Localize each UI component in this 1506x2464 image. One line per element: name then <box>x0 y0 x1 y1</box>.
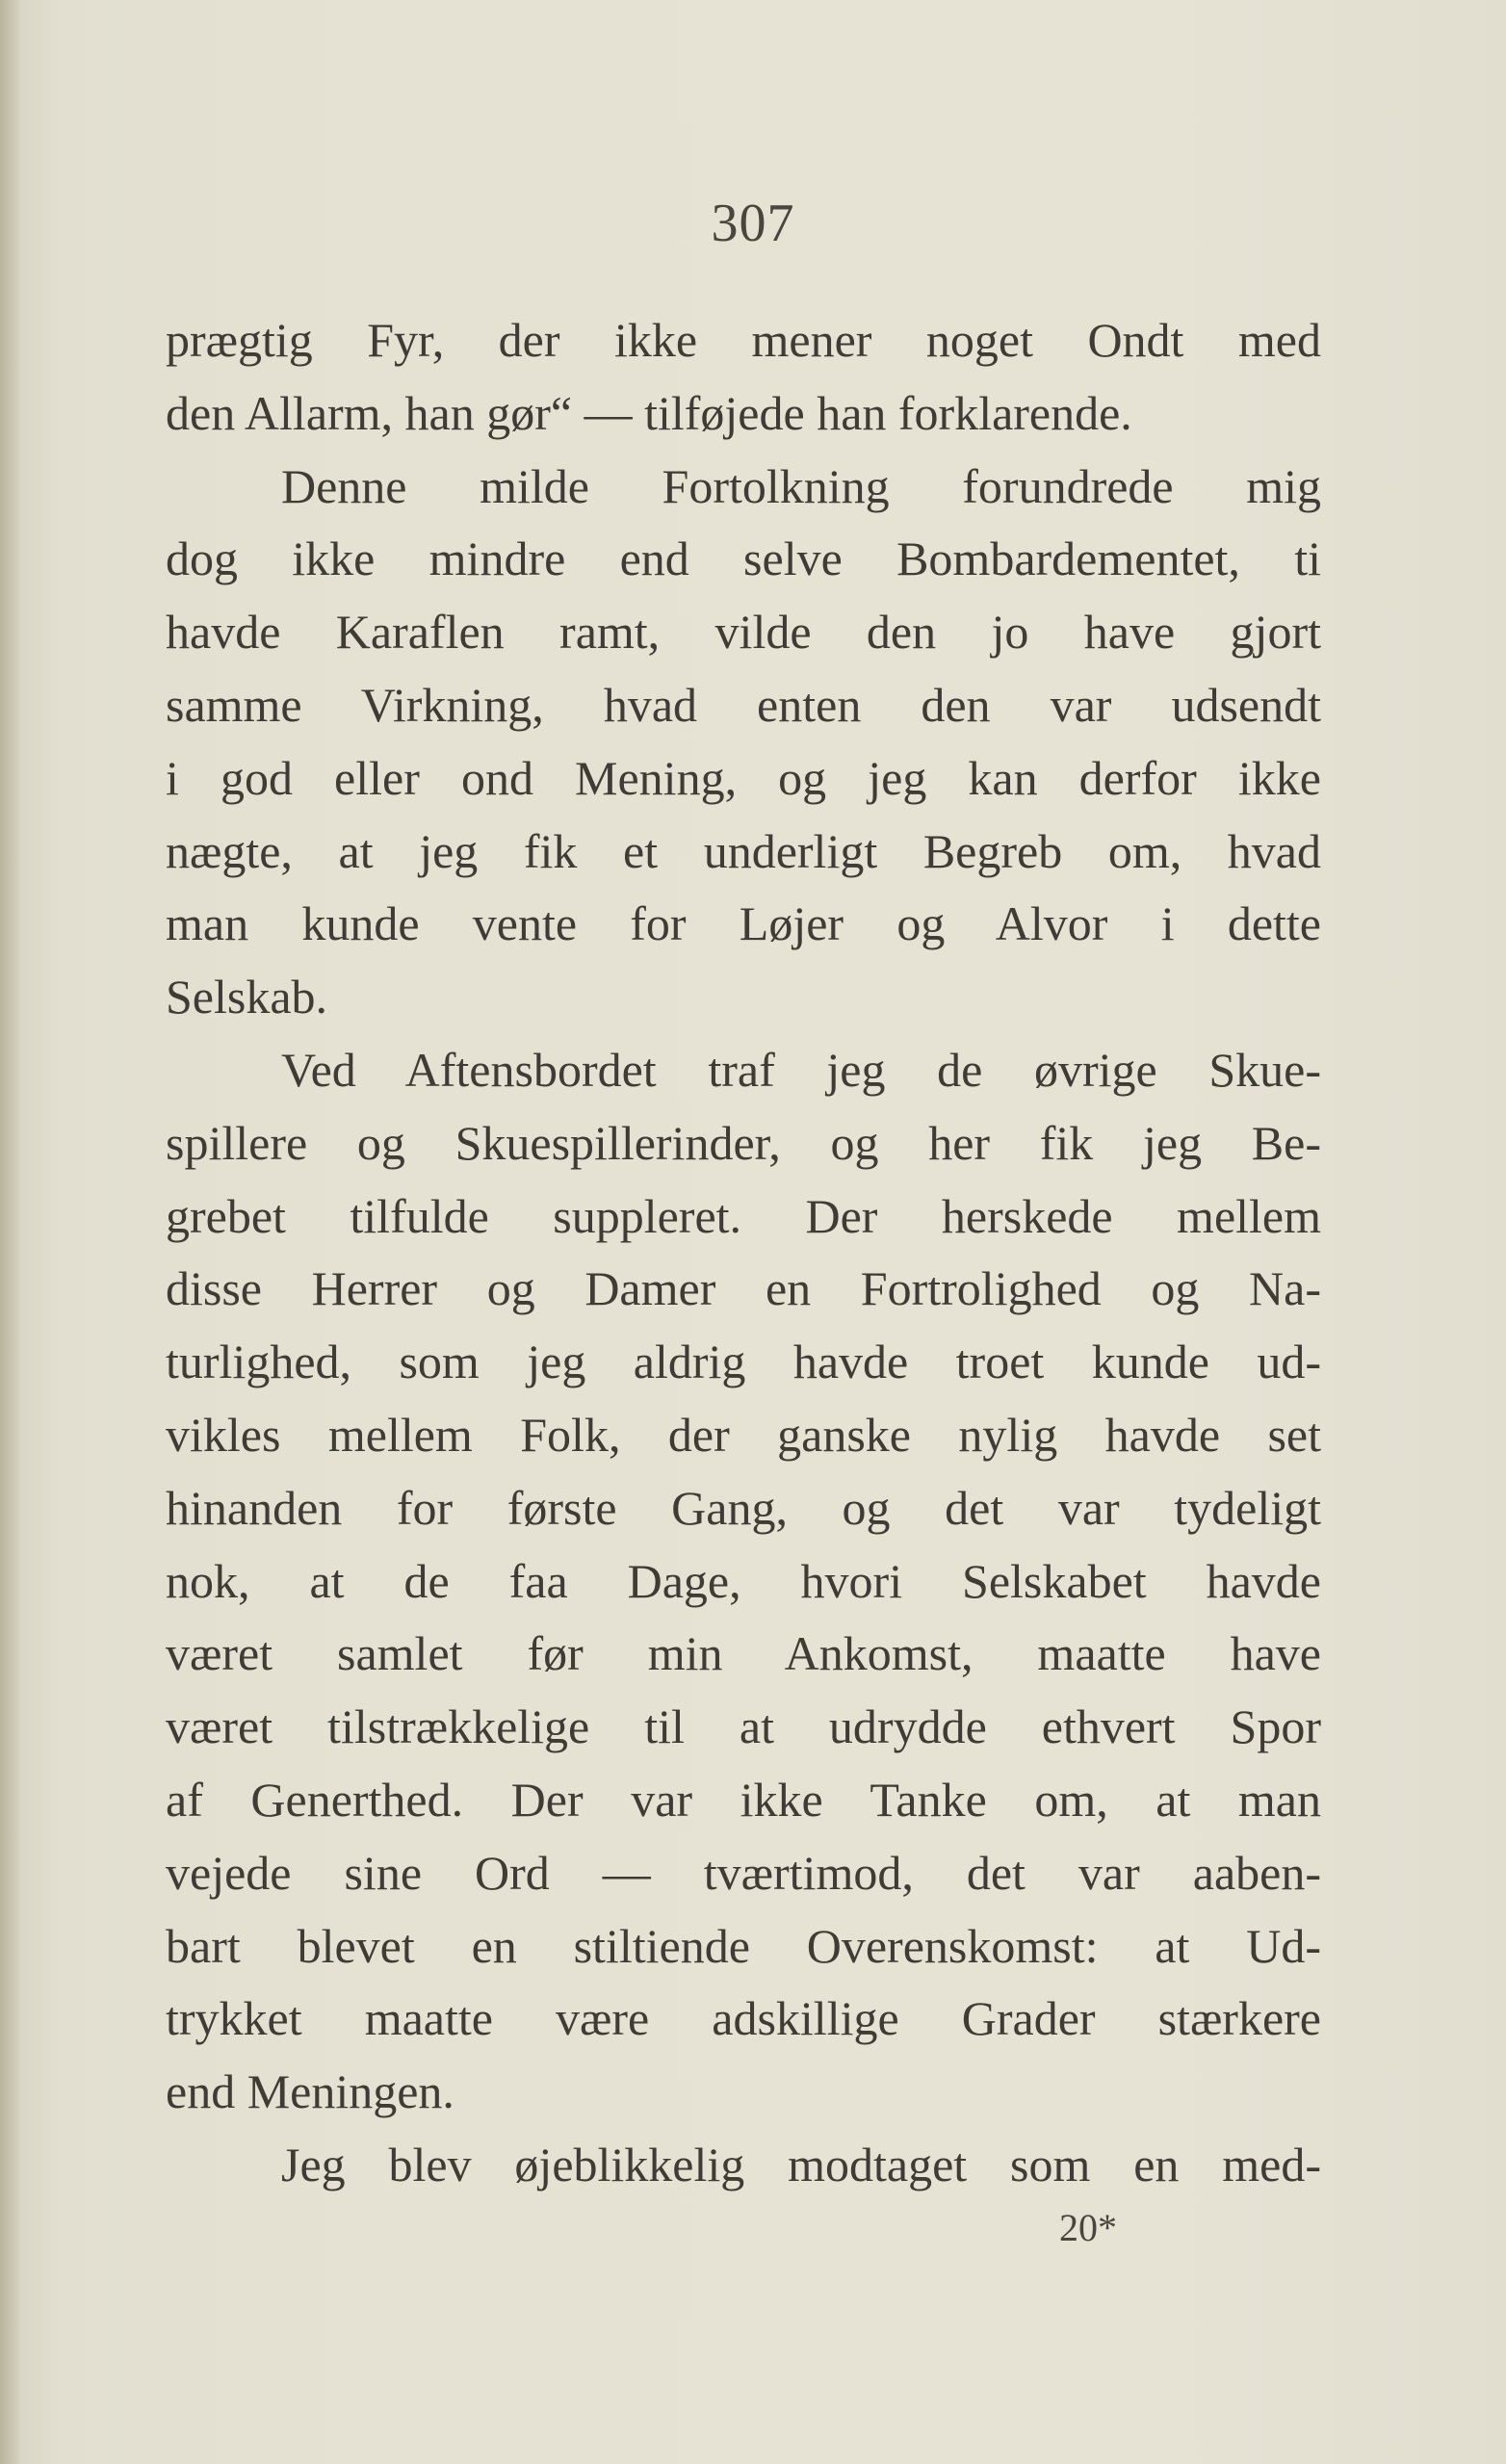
text-line: Jeg blev øjeblikkelig modtaget som en med- <box>281 2137 1321 2192</box>
text-line: vikles mellem Folk, der ganske nylig havde set <box>166 1407 1321 1462</box>
text-line: spillere og Skuespillerinder, og her fik jeg Be- <box>166 1115 1321 1170</box>
text-line: nok, at de faa Dage, hvori Selskabet havde <box>166 1553 1321 1608</box>
binding-edge <box>0 0 21 2464</box>
text-line: samme Virkning, hvad enten den var udsendt <box>166 677 1321 732</box>
text-line: hinanden for første Gang, og det var tydeligt <box>166 1480 1321 1535</box>
text-line: havde Karaflen ramt, vilde den jo have gjort <box>166 605 1321 660</box>
text-line: været samlet før min Ankomst, maatte have <box>166 1626 1321 1681</box>
text-line: grebet tilfulde suppleret. Der herskede mellem <box>166 1188 1321 1243</box>
signature-mark: 20* <box>1059 2206 1117 2249</box>
text-line: turlighed, som jeg aldrig havde troet kunde ud- <box>166 1335 1321 1389</box>
page-number: 307 <box>711 194 795 253</box>
text-line: dog ikke mindre end selve Bombardementet, ti <box>166 532 1321 586</box>
text-line: man kunde vente for Løjer og Alvor i dette <box>166 896 1321 951</box>
text-line: end Meningen. <box>166 2064 454 2119</box>
text-line: vejede sine Ord — tværtimod, det var aaben- <box>166 1845 1321 1900</box>
text-line: været tilstrækkelige til at udrydde ethvert Spor <box>166 1699 1321 1754</box>
body-text <box>166 304 1321 2202</box>
text-line: bart blevet en stiltiende Overenskomst: at Ud- <box>166 1918 1321 1973</box>
text-line: Denne milde Fortolkning forundrede mig <box>281 458 1321 513</box>
text-line: den Allarm, han gør“ — tilføjede han forklarende. <box>166 385 1132 440</box>
text-line: af Generthed. Der var ikke Tanke om, at man <box>166 1772 1321 1827</box>
text-line: disse Herrer og Damer en Fortrolighed og Na- <box>166 1261 1321 1316</box>
text-line: nægte, at jeg fik et underligt Begreb om, hvad <box>166 823 1321 878</box>
text-line: prægtig Fyr, der ikke mener noget Ondt med <box>166 313 1321 367</box>
text-line: trykket maatte være adskillige Grader stærkere <box>166 1991 1321 2046</box>
text-line: Selskab. <box>166 970 328 1025</box>
text-line: i god eller ond Mening, og jeg kan derfor ikke <box>166 750 1321 805</box>
text-line: Ved Aftensbordet traf jeg de øvrige Skue- <box>281 1042 1321 1097</box>
